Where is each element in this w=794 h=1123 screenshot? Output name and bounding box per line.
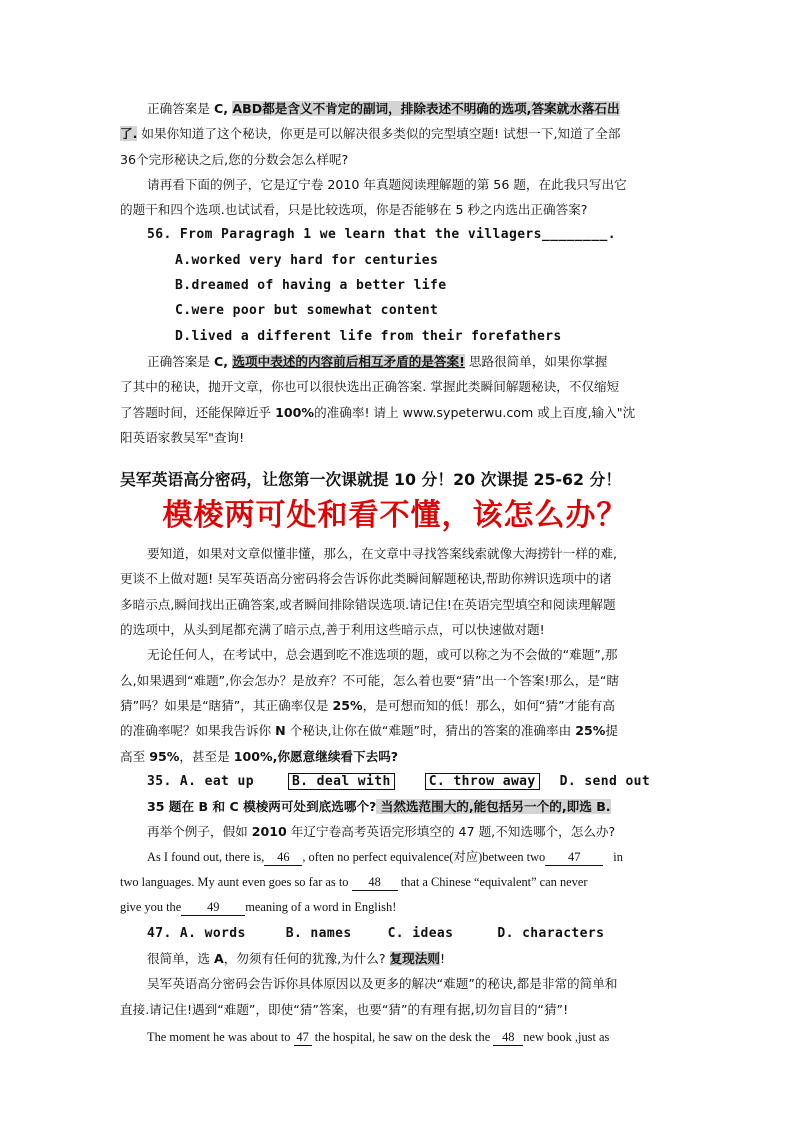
paragraph-answer-c-2: 正确答案是 C, 选项中表述的内容前后相互矛盾的是答案! 思路很简单，如果你掌握 [147, 353, 608, 369]
document-page: 正确答案是 C, ABD都是含义不肯定的副词，排除表述不明确的选项,答案就水落石出 了. 如果你知道了这个秘诀，你更是可以解决很多类似的完型填空题! 试想一下,知道了全部 36个完形秘诀之后,您的分数会怎么样呢? 请再看下面的例子，它是辽宁卷 2010 年真题阅读理解题的第 56 题，在此我只写出它 的题干和四个选项.也试试看，只是比较选项，你是否能够在 5 秒之内选出正确答案? 56. From Paragragh 1 we learn that the villagers________. A.worked very hard for centuries B.dreamed of having a better life C.were poor but somewhat content D.lived a different life from their forefathers 正确答案是 C, 选项中表述的内容前后相互矛盾的是答案! 思路很简单，如果你掌握 了其中的秘诀，抛开文章，你也可以很快选出正确答案. 掌握此类瞬间解题秘诀，不仅缩短 了答题时间，还能保障近乎 100%的准确率! 请上 www.sypeterwu.com 或上百度,输入"沈 阳英语家教吴军"查询! 吴军英语高分密码，让您第一次课就提 10 分！20 次课提 25-62 分！ 模棱两可处和看不懂，该怎么办？ 要知道，如果对文章似懂非懂，那么，在文章中寻找答案线索就像大海捞针一样的难, 更谈不上做对题! 吴军英语高分密码将会告诉你此类瞬间解题秘诀,帮助你辨识选项中的诸 多暗示点,瞬间找出正确答案,或者瞬间排除错误选项.请记住!在英语完型填空和阅读理解题 的选项中，从头到尾都充满了暗示点,善于利用这些暗示点，可以快速做对题! 无论任何人，在考试中，总会遇到吃不准选项的题，或可以称之为不会做的“难题”,那 么,如果遇到“难题”,你会怎办？是放弃？不可能，怎么着也要“猜”出一个答案!那么，是“瞎 猜”吗？如果是“瞎猜”，其正确率仅是 25%，是可想而知的低！那么，如何“猜”才能有高 的准确率呢？如果我告诉你 N 个秘诀,让你在做“难题”时，猜出的答案的准确率由 25%提 高至 95%，甚至是 100%,你愿意继续看下去吗? 35. A. eat up B. deal with C. throw away D. send out 35 题在 B 和 C 模棱两可处到底选哪个? 当然选范围大的,能包括另一个的,即选 B. 再举个例子，假如 2010 年辽宁卷高考英语完形填空的 47 题,不知选哪个，怎么办? As I found out, there is, 46 , often no perfect equivalence(对应)between two 47 in two languages. My aunt even goes so far as to 48 that a Chinese “equivalent” can never give you the 49 meaning of a word in English! 47. A. words B. names C. ideas D. characters 很简单，选 A，勿须有任何的犹豫,为什么? 复现法则! 吴军英语高分密码会告诉你具体原因以及更多的解决“难题”的秘诀,都是非常的简单和 直接.请记住!遇到“难题”，即使“猜”答案，也要“猜”的有理有据,切勿盲目的“猜”! The moment he was about to 47 the hospital, he saw on the desk the 48 new book ,just as [120, 96, 680, 1050]
blank-46: 46 [264, 849, 302, 866]
option-b: B.dreamed of having a better life [175, 278, 447, 294]
blank-47: 47 [545, 849, 603, 866]
blank-49: 49 [181, 899, 245, 916]
option-c: C.were poor but somewhat content [175, 303, 439, 319]
cloze-passage-2: The moment he was about to 47 the hospital, he saw on the desk the 48 new book ,just as [147, 1029, 610, 1044]
paragraph-example: 请再看下面的例子，它是辽宁卷 2010 年真题阅读理解题的第 56 题，在此我只写出它 [147, 176, 627, 192]
blank-48: 48 [352, 874, 398, 891]
highlight-rule: ABD都是含义不肯定的副词，排除表述不明确的选项,答案就水落石出 [232, 101, 620, 116]
option-a: A.worked very hard for centuries [175, 252, 439, 268]
paragraph-more-tips: 吴军英语高分密码会告诉你具体原因以及更多的解决“难题”的秘诀,都是非常的简单和 [147, 976, 618, 992]
question-35-options: 35. A. eat up B. deal with C. throw away D. send out [147, 773, 651, 789]
blank-48-b: 48 [493, 1029, 523, 1046]
boxed-option-b: B. deal with [288, 773, 395, 790]
option-d: D.lived a different life from their forefathers [175, 328, 562, 344]
blank-47-b: 47 [294, 1029, 312, 1046]
paragraph-answer-c-1: 正确答案是 C, ABD都是含义不肯定的副词，排除表述不明确的选项,答案就水落石出 [147, 101, 620, 116]
heading-main-question: 模棱两可处和看不懂，该怎么办？ [162, 498, 628, 534]
highlight-contradiction: 选项中表述的内容前后相互矛盾的是答案! [232, 353, 465, 369]
paragraph-35-answer: 35 题在 B 和 C 模棱两可处到底选哪个? 当然选范围大的,能包括另一个的,即选 B. [147, 799, 611, 815]
question-56-stem: 56. From Paragragh 1 we learn that the villagers________. [147, 227, 616, 243]
boxed-option-c: C. throw away [425, 773, 540, 790]
highlight-repeat-rule: 复现法则 [389, 950, 440, 966]
paragraph-47-answer: 很简单，选 A，勿须有任何的犹豫,为什么? 复现法则! [147, 950, 445, 966]
paragraph-hints: 要知道，如果对文章似懂非懂，那么，在文章中寻找答案线索就像大海捞针一样的难, [147, 546, 617, 562]
paragraph-example-2: 再举个例子，假如 2010 年辽宁卷高考英语完形填空的 47 题,不知选哪个，怎么办? [147, 824, 616, 840]
question-47-options: 47. A. words B. names C. ideas D. characters [147, 925, 605, 941]
highlight-answer-b: 当然选范围大的,能包括另一个的,即选 B. [376, 799, 611, 815]
heading-score-promo: 吴军英语高分密码，让您第一次课就提 10 分！20 次课提 25-62 分！ [120, 470, 622, 490]
cloze-passage-1: As I found out, there is, 46 , often no perfect equivalence(对应)between two 47 in [147, 849, 623, 864]
paragraph-guessing: 无论任何人，在考试中，总会遇到吃不准选项的题，或可以称之为不会做的“难题”,那 [147, 647, 618, 663]
